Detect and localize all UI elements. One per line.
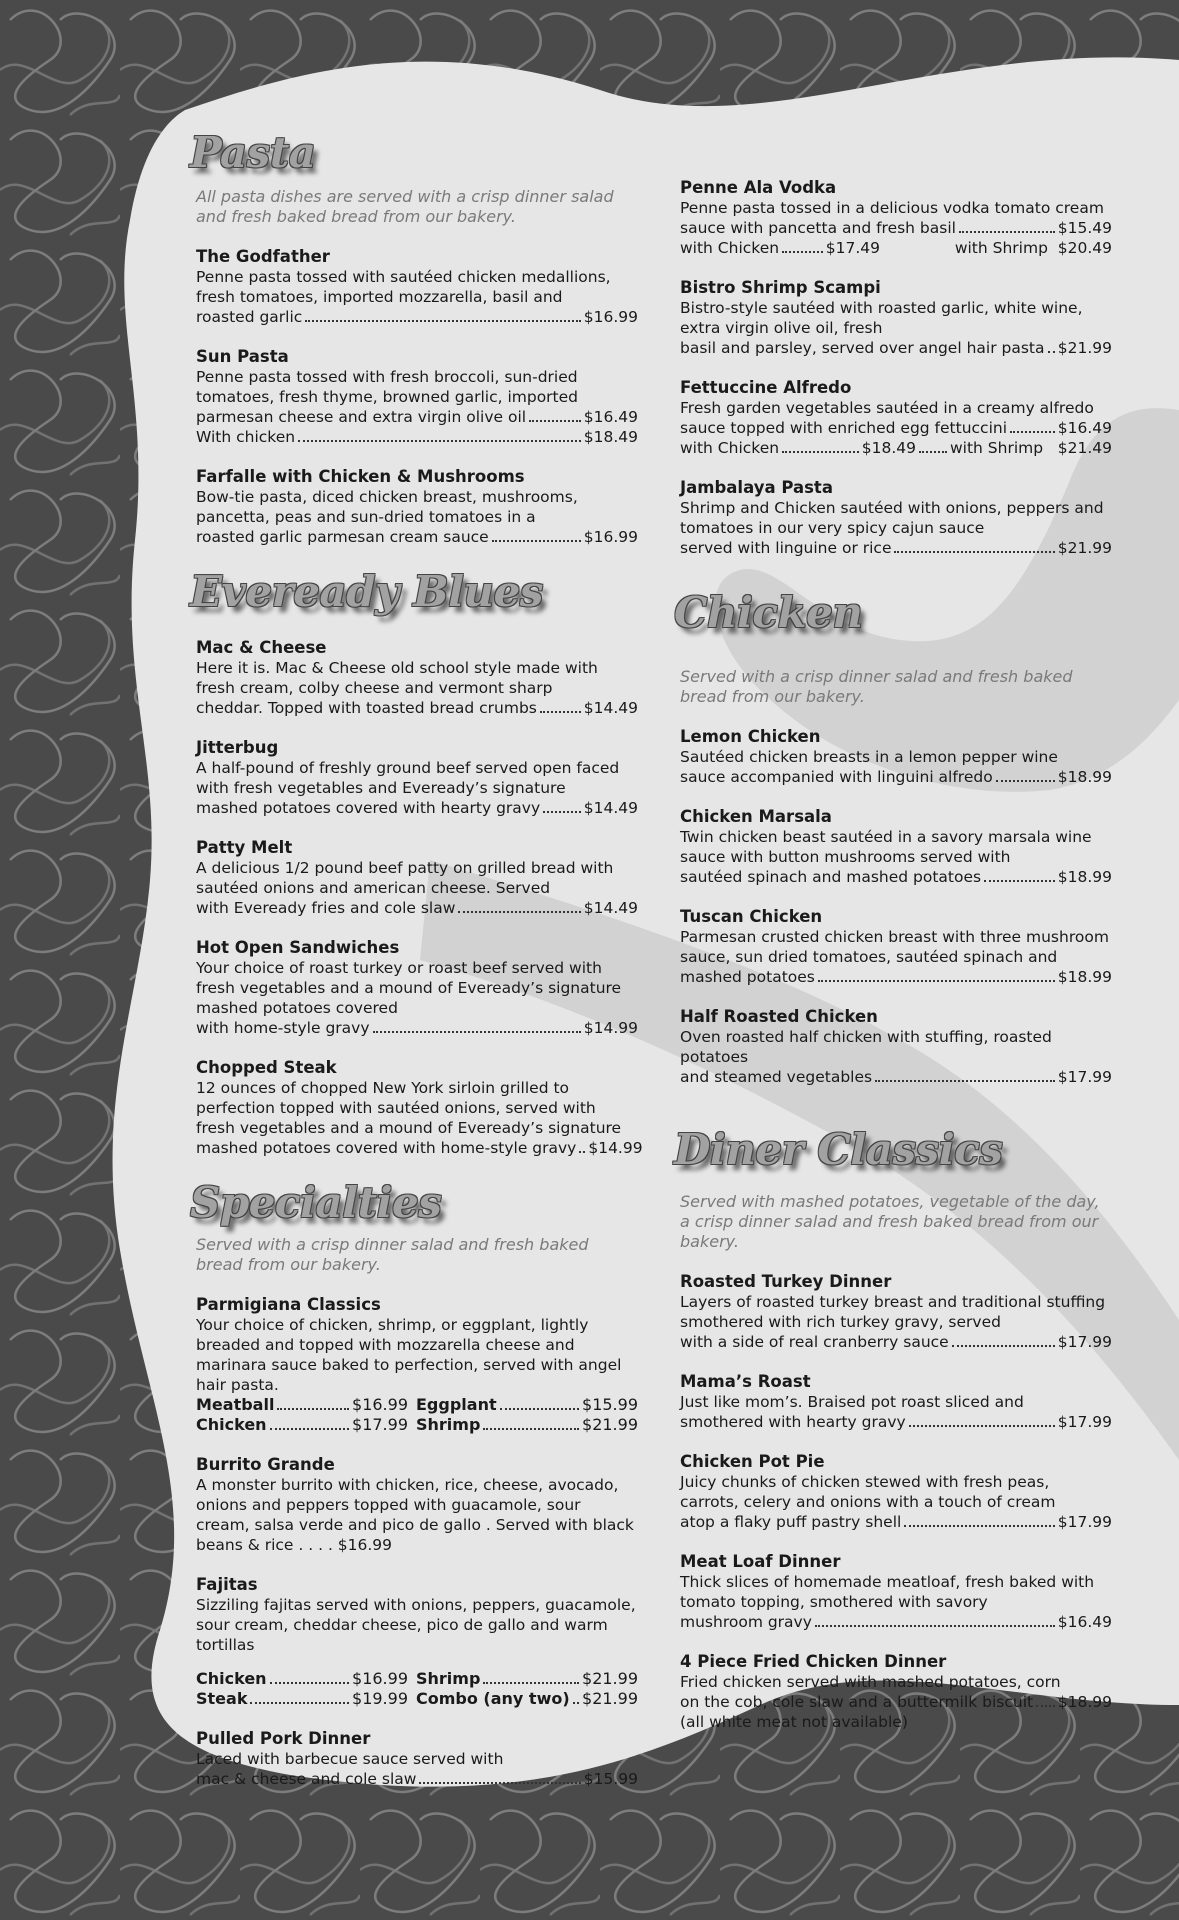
option-grid bbox=[196, 1395, 638, 1435]
menu-item bbox=[680, 1372, 1112, 1432]
menu-item bbox=[196, 247, 638, 327]
item-price: $17.99 bbox=[1057, 1413, 1112, 1431]
item-price: $14.49 bbox=[583, 699, 638, 717]
price-line-text: mac & cheese and cole slaw bbox=[196, 1770, 417, 1788]
item-footnote: (all white meat not available) bbox=[680, 1713, 908, 1731]
option-cell bbox=[408, 1395, 638, 1415]
option-price: $21.99 bbox=[582, 1415, 638, 1434]
price-line bbox=[196, 527, 638, 547]
option-label: with Chicken bbox=[680, 239, 780, 257]
menu-item bbox=[196, 1295, 638, 1435]
item-price: $16.49 bbox=[1057, 419, 1112, 437]
dot-leader bbox=[250, 1702, 349, 1704]
menu-item bbox=[680, 727, 1112, 787]
item-name: Patty Melt bbox=[196, 838, 293, 857]
option-cell bbox=[408, 1415, 638, 1435]
option-price: $17.49 bbox=[825, 239, 880, 257]
price-line bbox=[196, 1138, 643, 1158]
price-line-text: sauce with pancetta and fresh basil bbox=[680, 219, 956, 237]
item-desc: Layers of roasted turkey breast and traditional stuffing smothered with rich turkey gravy, served bbox=[680, 1293, 1106, 1331]
item-price: $14.99 bbox=[588, 1139, 643, 1157]
dot-leader bbox=[579, 1151, 585, 1153]
option-cell bbox=[196, 1415, 408, 1435]
menu-item bbox=[196, 347, 638, 447]
price-line bbox=[680, 1612, 1112, 1632]
dot-leader bbox=[904, 1525, 1054, 1527]
menu-item bbox=[196, 1058, 643, 1158]
specialties-section bbox=[190, 1178, 638, 1789]
item-price: $16.49 bbox=[1057, 1613, 1112, 1631]
option-row bbox=[680, 438, 1112, 458]
dot-leader bbox=[984, 880, 1055, 882]
item-name: Mac & Cheese bbox=[196, 638, 327, 657]
menu-item bbox=[196, 1575, 638, 1709]
price-line-text: served with linguine or rice bbox=[680, 539, 892, 557]
price-line-text: cheddar. Topped with toasted bread crumbs bbox=[196, 699, 537, 717]
item-name: Chicken Marsala bbox=[680, 807, 832, 826]
item-desc: Penne pasta tossed with fresh broccoli, sun-dried tomatoes, fresh thyme, browned garlic, imported bbox=[196, 368, 579, 406]
menu-item bbox=[196, 638, 638, 718]
item-desc: Here it is. Mac & Cheese old school style made with fresh cream, colby cheese and vermont sharp bbox=[196, 659, 598, 697]
item-price: $14.99 bbox=[583, 1019, 638, 1037]
option-line bbox=[916, 438, 1112, 458]
menu-item bbox=[680, 178, 1112, 258]
item-desc: Sizziling fajitas served with onions, peppers, guacamole, sour cream, cheddar cheese, pico de gallo and warm tortillas bbox=[196, 1596, 636, 1654]
item-price: $17.99 bbox=[1057, 1513, 1112, 1531]
item-desc: Penne pasta tossed with sautéed chicken medallions, fresh tomatoes, imported mozzarella, basil and bbox=[196, 268, 611, 306]
dot-leader bbox=[573, 1702, 579, 1704]
price-line-text: mashed potatoes covered with home-style gravy bbox=[196, 1139, 577, 1157]
price-line-text: with a side of real cranberry sauce bbox=[680, 1333, 949, 1351]
item-desc: Twin chicken beast sautéed in a savory marsala wine sauce with button mushrooms served with bbox=[680, 828, 1092, 866]
price-line-text: roasted garlic parmesan cream sauce bbox=[196, 528, 489, 546]
item-name: Roasted Turkey Dinner bbox=[680, 1272, 892, 1291]
dot-leader bbox=[483, 1428, 579, 1430]
menu-item bbox=[196, 738, 638, 818]
item-price: $18.99 bbox=[1057, 968, 1112, 986]
item-price: $16.49 bbox=[583, 408, 638, 426]
item-name: Lemon Chicken bbox=[680, 727, 821, 746]
dot-leader bbox=[270, 1428, 349, 1430]
price-line bbox=[680, 538, 1112, 558]
price-line bbox=[680, 1512, 1112, 1532]
section-title: Specialties bbox=[190, 1178, 442, 1227]
option-label: Eggplant bbox=[416, 1395, 497, 1414]
dot-leader bbox=[815, 1625, 1055, 1627]
menu-item bbox=[680, 1552, 1112, 1632]
item-price: $21.99 bbox=[1057, 339, 1112, 357]
price-line bbox=[680, 1412, 1112, 1432]
option-grid bbox=[196, 1669, 638, 1709]
dot-leader bbox=[543, 811, 581, 813]
option-label: with Chicken bbox=[680, 439, 780, 457]
price-line bbox=[196, 427, 638, 447]
item-name: The Godfather bbox=[196, 247, 330, 266]
option-label: Chicken bbox=[196, 1669, 267, 1688]
price-line bbox=[680, 1067, 1112, 1087]
menu-item bbox=[196, 1455, 638, 1555]
option-label: Combo (any two) bbox=[416, 1689, 570, 1708]
price-line-text: basil and parsley, served over angel hair pasta bbox=[680, 339, 1045, 357]
dot-leader bbox=[305, 320, 580, 322]
option-price: $21.49 bbox=[1057, 439, 1112, 457]
item-desc: Parmesan crusted chicken breast with three mushroom sauce, sun dried tomatoes, sautéed spinach and bbox=[680, 928, 1109, 966]
item-desc: Laced with barbecue sauce served with bbox=[196, 1750, 504, 1768]
section-title: Pasta bbox=[190, 128, 316, 177]
dot-leader bbox=[952, 1345, 1055, 1347]
option-price: $18.49 bbox=[861, 439, 916, 457]
item-desc: 12 ounces of chopped New York sirloin grilled to perfection topped with sautéed onions, served with fresh vegetables and a mound of Eveready’s signature bbox=[196, 1079, 622, 1137]
item-desc: Juicy chunks of chicken stewed with fresh peas, carrots, celery and onions with a touch of cream bbox=[680, 1473, 1056, 1511]
dot-leader bbox=[894, 551, 1054, 553]
pasta-section bbox=[190, 128, 638, 547]
price-line-text: sautéed spinach and mashed potatoes bbox=[680, 868, 982, 886]
item-price: $15.99 bbox=[583, 1770, 638, 1788]
price-line bbox=[196, 798, 638, 818]
menu-item bbox=[196, 838, 638, 918]
price-line-text: mushroom gravy bbox=[680, 1613, 812, 1631]
item-price: $18.49 bbox=[583, 428, 638, 446]
item-name: Fettuccine Alfredo bbox=[680, 378, 852, 397]
price-line bbox=[196, 698, 638, 718]
item-desc: Bow-tie pasta, diced chicken breast, mushrooms, pancetta, peas and sun-dried tomatoes in a bbox=[196, 488, 578, 526]
option-price: $16.99 bbox=[352, 1395, 408, 1414]
dot-leader bbox=[996, 780, 1055, 782]
section-note: All pasta dishes are served with a crisp dinner salad and fresh baked bread from our bakery. bbox=[196, 187, 614, 226]
price-line-text: and steamed vegetables bbox=[680, 1068, 873, 1086]
section-note: Served with mashed potatoes, vegetable of the day, a crisp dinner salad and fresh baked bread from our bakery. bbox=[680, 1192, 1100, 1251]
option-line bbox=[680, 238, 880, 258]
menu-item bbox=[680, 278, 1112, 358]
item-name: Sun Pasta bbox=[196, 347, 289, 366]
price-line-text: parmesan cheese and extra virgin olive oil bbox=[196, 408, 527, 426]
price-line bbox=[196, 898, 638, 918]
option-price: $16.99 bbox=[352, 1669, 408, 1688]
dot-leader bbox=[270, 1682, 349, 1684]
price-line-text: with home-style gravy bbox=[196, 1019, 370, 1037]
price-line bbox=[680, 767, 1112, 787]
option-price: $21.99 bbox=[582, 1689, 638, 1708]
price-line-text: mashed potatoes bbox=[680, 968, 815, 986]
item-price: $16.99 bbox=[583, 528, 638, 546]
item-name: Penne Ala Vodka bbox=[680, 178, 837, 197]
option-price: $19.99 bbox=[352, 1689, 408, 1708]
price-line-text: sauce accompanied with linguini alfredo bbox=[680, 768, 993, 786]
item-desc: Bistro-style sautéed with roasted garlic, white wine, extra virgin olive oil, fresh bbox=[680, 299, 1083, 337]
price-line bbox=[196, 407, 638, 427]
price-line bbox=[196, 1769, 638, 1789]
item-price: $17.99 bbox=[1057, 1068, 1112, 1086]
section-title: Diner Classics bbox=[674, 1125, 1003, 1174]
item-name: Jitterbug bbox=[196, 738, 279, 757]
price-line bbox=[680, 1332, 1112, 1352]
dot-leader bbox=[483, 1682, 579, 1684]
dot-leader bbox=[1036, 1705, 1055, 1707]
dot-leader bbox=[373, 1031, 581, 1033]
option-cell bbox=[196, 1395, 408, 1415]
price-line bbox=[680, 1692, 1112, 1712]
section-note: Served with a crisp dinner salad and fresh baked bread from our bakery. bbox=[680, 667, 1073, 706]
menu-item bbox=[680, 1272, 1112, 1352]
item-desc: Your choice of chicken, shrimp, or eggplant, lightly breaded and topped with mozzarella cheese and marinara sauce baked to perfection, served with angel hair pasta. bbox=[196, 1316, 622, 1394]
option-line bbox=[680, 438, 916, 458]
dot-leader bbox=[875, 1080, 1055, 1082]
item-name: Pulled Pork Dinner bbox=[196, 1729, 371, 1748]
menu-item bbox=[680, 1652, 1112, 1732]
item-name: Mama’s Roast bbox=[680, 1372, 811, 1391]
option-price: $17.99 bbox=[352, 1415, 408, 1434]
item-desc: A delicious 1/2 pound beef patty on grilled bread with sautéed onions and american cheese. Served bbox=[196, 859, 614, 897]
item-name: Farfalle with Chicken & Mushrooms bbox=[196, 467, 525, 486]
item-name: Jambalaya Pasta bbox=[680, 478, 833, 497]
item-price: $18.99 bbox=[1057, 768, 1112, 786]
menu-item bbox=[680, 907, 1112, 987]
item-desc: A half-pound of freshly ground beef served open faced with fresh vegetables and Eveready’s signature bbox=[196, 759, 620, 797]
dot-leader bbox=[492, 540, 581, 542]
price-line-text: with Eveready fries and cole slaw bbox=[196, 899, 456, 917]
item-desc: Thick slices of homemade meatloaf, fresh baked with tomato topping, smothered with savory bbox=[680, 1573, 1095, 1611]
dot-leader bbox=[782, 451, 859, 453]
item-desc: Fried chicken served with mashed potatoes, corn bbox=[680, 1673, 1061, 1691]
option-label: Shrimp bbox=[416, 1669, 481, 1688]
item-name: Bistro Shrimp Scampi bbox=[680, 278, 881, 297]
price-line-text: sauce topped with enriched egg fettuccini bbox=[680, 419, 1008, 437]
price-line bbox=[680, 338, 1112, 358]
option-row bbox=[680, 238, 1112, 258]
price-line-text: smothered with hearty gravy bbox=[680, 1413, 906, 1431]
option-cell bbox=[408, 1669, 638, 1689]
section-note: Served with a crisp dinner salad and fresh baked bread from our bakery. bbox=[196, 1235, 589, 1274]
dot-leader bbox=[458, 911, 580, 913]
dot-leader bbox=[919, 451, 947, 453]
item-name: Chicken Pot Pie bbox=[680, 1452, 825, 1471]
menu-item bbox=[680, 478, 1112, 558]
item-price: $14.49 bbox=[583, 899, 638, 917]
price-line-text: on the cob, cole slaw and a buttermilk biscuit bbox=[680, 1693, 1034, 1711]
item-name: Half Roasted Chicken bbox=[680, 1007, 878, 1026]
menu-item bbox=[680, 1007, 1112, 1087]
menu-right-column bbox=[674, 178, 1112, 1752]
dot-leader bbox=[277, 1408, 349, 1410]
option-label: Chicken bbox=[196, 1415, 267, 1434]
price-line-text: With chicken bbox=[196, 428, 296, 446]
item-name: Meat Loaf Dinner bbox=[680, 1552, 841, 1571]
option-cell bbox=[196, 1689, 408, 1709]
dot-leader bbox=[529, 420, 581, 422]
menu-item bbox=[680, 1452, 1112, 1532]
item-desc: Fresh garden vegetables sautéed in a creamy alfredo bbox=[680, 399, 1094, 417]
price-line bbox=[680, 967, 1112, 987]
chicken-section bbox=[674, 588, 1112, 1087]
price-line-text: mashed potatoes covered with hearty gravy bbox=[196, 799, 541, 817]
option-price: $21.99 bbox=[582, 1669, 638, 1688]
pasta-section-continued bbox=[680, 178, 1112, 558]
section-title: Chicken bbox=[674, 588, 863, 637]
menu-item bbox=[680, 807, 1112, 887]
dot-leader bbox=[818, 980, 1055, 982]
item-name: Tuscan Chicken bbox=[680, 907, 823, 926]
price-line-text: atop a flaky puff pastry shell bbox=[680, 1513, 902, 1531]
menu-left-column bbox=[190, 128, 643, 1809]
dot-leader bbox=[540, 711, 581, 713]
item-price: $15.49 bbox=[1057, 219, 1112, 237]
price-line bbox=[680, 867, 1112, 887]
option-label: with Shrimp bbox=[950, 439, 1044, 457]
item-name: Fajitas bbox=[196, 1575, 258, 1594]
item-desc: Your choice of roast turkey or roast beef served with fresh vegetables and a mound of Eveready’s signature mashed potatoes covered bbox=[196, 959, 622, 1017]
menu-item bbox=[196, 938, 638, 1038]
item-desc: Just like mom’s. Braised pot roast sliced and bbox=[680, 1393, 1024, 1411]
dot-leader bbox=[782, 251, 823, 253]
item-price: $16.99 bbox=[583, 308, 638, 326]
price-line-text: roasted garlic bbox=[196, 308, 303, 326]
item-name: Hot Open Sandwiches bbox=[196, 938, 400, 957]
item-name: Parmigiana Classics bbox=[196, 1295, 381, 1314]
item-name: 4 Piece Fried Chicken Dinner bbox=[680, 1652, 947, 1671]
item-name: Chopped Steak bbox=[196, 1058, 337, 1077]
option-text: with Shrimp $20.49 bbox=[954, 239, 1112, 257]
price-line bbox=[680, 218, 1112, 238]
eveready-blues-section bbox=[190, 567, 643, 1158]
price-line bbox=[680, 418, 1112, 438]
option-label: Shrimp bbox=[416, 1415, 481, 1434]
dot-leader bbox=[1048, 351, 1055, 353]
option-cell bbox=[196, 1669, 408, 1689]
dot-leader bbox=[500, 1408, 579, 1410]
item-name: Burrito Grande bbox=[196, 1455, 335, 1474]
section-title: Eveready Blues bbox=[190, 567, 543, 616]
item-desc: Penne pasta tossed in a delicious vodka tomato cream bbox=[680, 199, 1104, 217]
dot-leader bbox=[298, 440, 581, 442]
item-desc: Sautéed chicken breasts in a lemon pepper wine bbox=[680, 748, 1058, 766]
menu-item bbox=[196, 1729, 638, 1789]
dot-leader bbox=[1010, 431, 1055, 433]
menu-item bbox=[680, 378, 1112, 458]
option-label: Meatball bbox=[196, 1395, 275, 1414]
option-price: $15.99 bbox=[582, 1395, 638, 1414]
item-price: $18.99 bbox=[1057, 868, 1112, 886]
item-price: $14.49 bbox=[583, 799, 638, 817]
option-cell bbox=[408, 1689, 638, 1709]
dot-leader bbox=[959, 231, 1055, 233]
menu-item bbox=[196, 467, 638, 547]
diner-classics-section bbox=[674, 1125, 1112, 1732]
item-desc: A monster burrito with chicken, rice, cheese, avocado, onions and peppers topped with guacamole, sour cream, salsa verde and pico de gallo . Served with black beans & rice . . . . $16.99 bbox=[196, 1476, 634, 1554]
dot-leader bbox=[419, 1782, 580, 1784]
price-line bbox=[196, 1018, 638, 1038]
item-price: $21.99 bbox=[1057, 539, 1112, 557]
item-price: $18.99 bbox=[1057, 1693, 1112, 1711]
item-desc: Oven roasted half chicken with stuffing, roasted potatoes bbox=[680, 1028, 1052, 1066]
price-line bbox=[196, 307, 638, 327]
item-price: $17.99 bbox=[1057, 1333, 1112, 1351]
item-desc: Shrimp and Chicken sautéed with onions, peppers and tomatoes in our very spicy cajun sauce bbox=[680, 499, 1104, 537]
option-label: Steak bbox=[196, 1689, 248, 1708]
dot-leader bbox=[909, 1425, 1055, 1427]
